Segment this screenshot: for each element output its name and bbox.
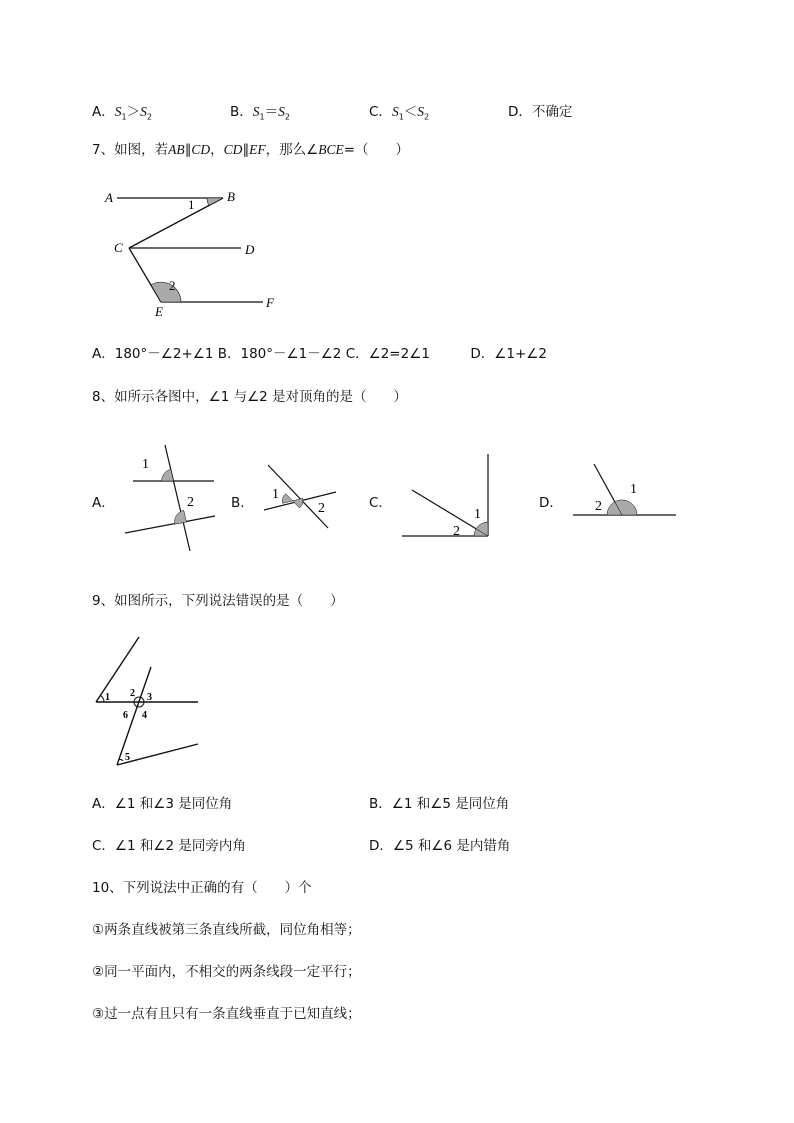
q8-a-angle-1: 1 [142, 457, 149, 472]
q8-figure-c [400, 452, 495, 542]
q7-label-f: F [266, 295, 274, 310]
q7-label-a: A [105, 190, 113, 205]
q9-option-c: C．∠1 和∠2 是同旁内角 [92, 838, 246, 854]
q7-label-c: C [114, 240, 123, 255]
q6-option-c: C．$S_1<S_2$ [369, 104, 430, 122]
q6-option-a: A．$S_1>S_2$ [92, 104, 152, 122]
q8-figure-d [570, 460, 680, 522]
q9-figure [92, 632, 204, 772]
q8-figure-b [260, 460, 340, 535]
q8-c-angle-1: 1 [474, 507, 481, 522]
q8-label-a: A． [92, 495, 115, 511]
q9-option-a: A．∠1 和∠3 是同位角 [92, 796, 233, 812]
q8-a-angle-2: 2 [187, 495, 194, 510]
q6-option-b: B．$S_1=S_2$ [230, 104, 290, 122]
q9-option-d: D．∠5 和∠6 是内错角 [369, 838, 511, 854]
q9-angle-1: 1 [105, 692, 110, 703]
q7-figure [95, 180, 295, 320]
q9-option-b: B．∠1 和∠5 是同位角 [369, 796, 510, 812]
q9-angle-5: 5 [125, 752, 130, 763]
q7-label-b: B [227, 189, 235, 204]
q7-angle-2: 2 [169, 278, 176, 293]
q8-figure-a [120, 440, 220, 555]
q7-label-e: E [155, 304, 163, 319]
q9-stem: 9、如图所示，下列说法错误的是（ ） [92, 593, 344, 609]
q7-label-d: D [245, 242, 255, 257]
q8-d-angle-1: 1 [630, 482, 637, 497]
q10-item-2: ②同一平面内，不相交的两条线段一定平行； [92, 964, 361, 980]
q7-angle-1: 1 [188, 197, 195, 212]
q10-item-1: ①两条直线被第三条直线所截，同位角相等； [92, 922, 361, 938]
q8-label-d: D． [539, 495, 563, 511]
q8-d-angle-2: 2 [595, 499, 602, 514]
q9-angle-6: 6 [123, 710, 128, 721]
q10-item-3: ③过一点有且只有一条直线垂直于已知直线； [92, 1006, 361, 1022]
q9-angle-3: 3 [147, 692, 152, 703]
q7-options: A．180°－∠2+∠1 B．180°－∠1－∠2 C．∠2=2∠1 D．∠1+∠2 [92, 346, 547, 362]
q8-b-angle-1: 1 [272, 487, 279, 502]
q8-label-b: B． [231, 495, 254, 511]
q6-option-d: D．不确定 [508, 104, 573, 120]
q9-angle-4: 4 [142, 710, 147, 721]
q7-stem: 7、如图，若AB∥CD，CD∥EF，那么∠BCE=（ ） [92, 142, 410, 158]
q8-stem: 8、如所示各图中，∠1 与∠2 是对顶角的是（ ） [92, 389, 408, 405]
q8-c-angle-2: 2 [453, 524, 460, 539]
q10-stem: 10、下列说法中正确的有（ ）个 [92, 880, 312, 896]
q8-b-angle-2: 2 [318, 501, 325, 516]
q8-label-c: C． [369, 495, 392, 511]
q9-angle-2: 2 [130, 688, 135, 699]
